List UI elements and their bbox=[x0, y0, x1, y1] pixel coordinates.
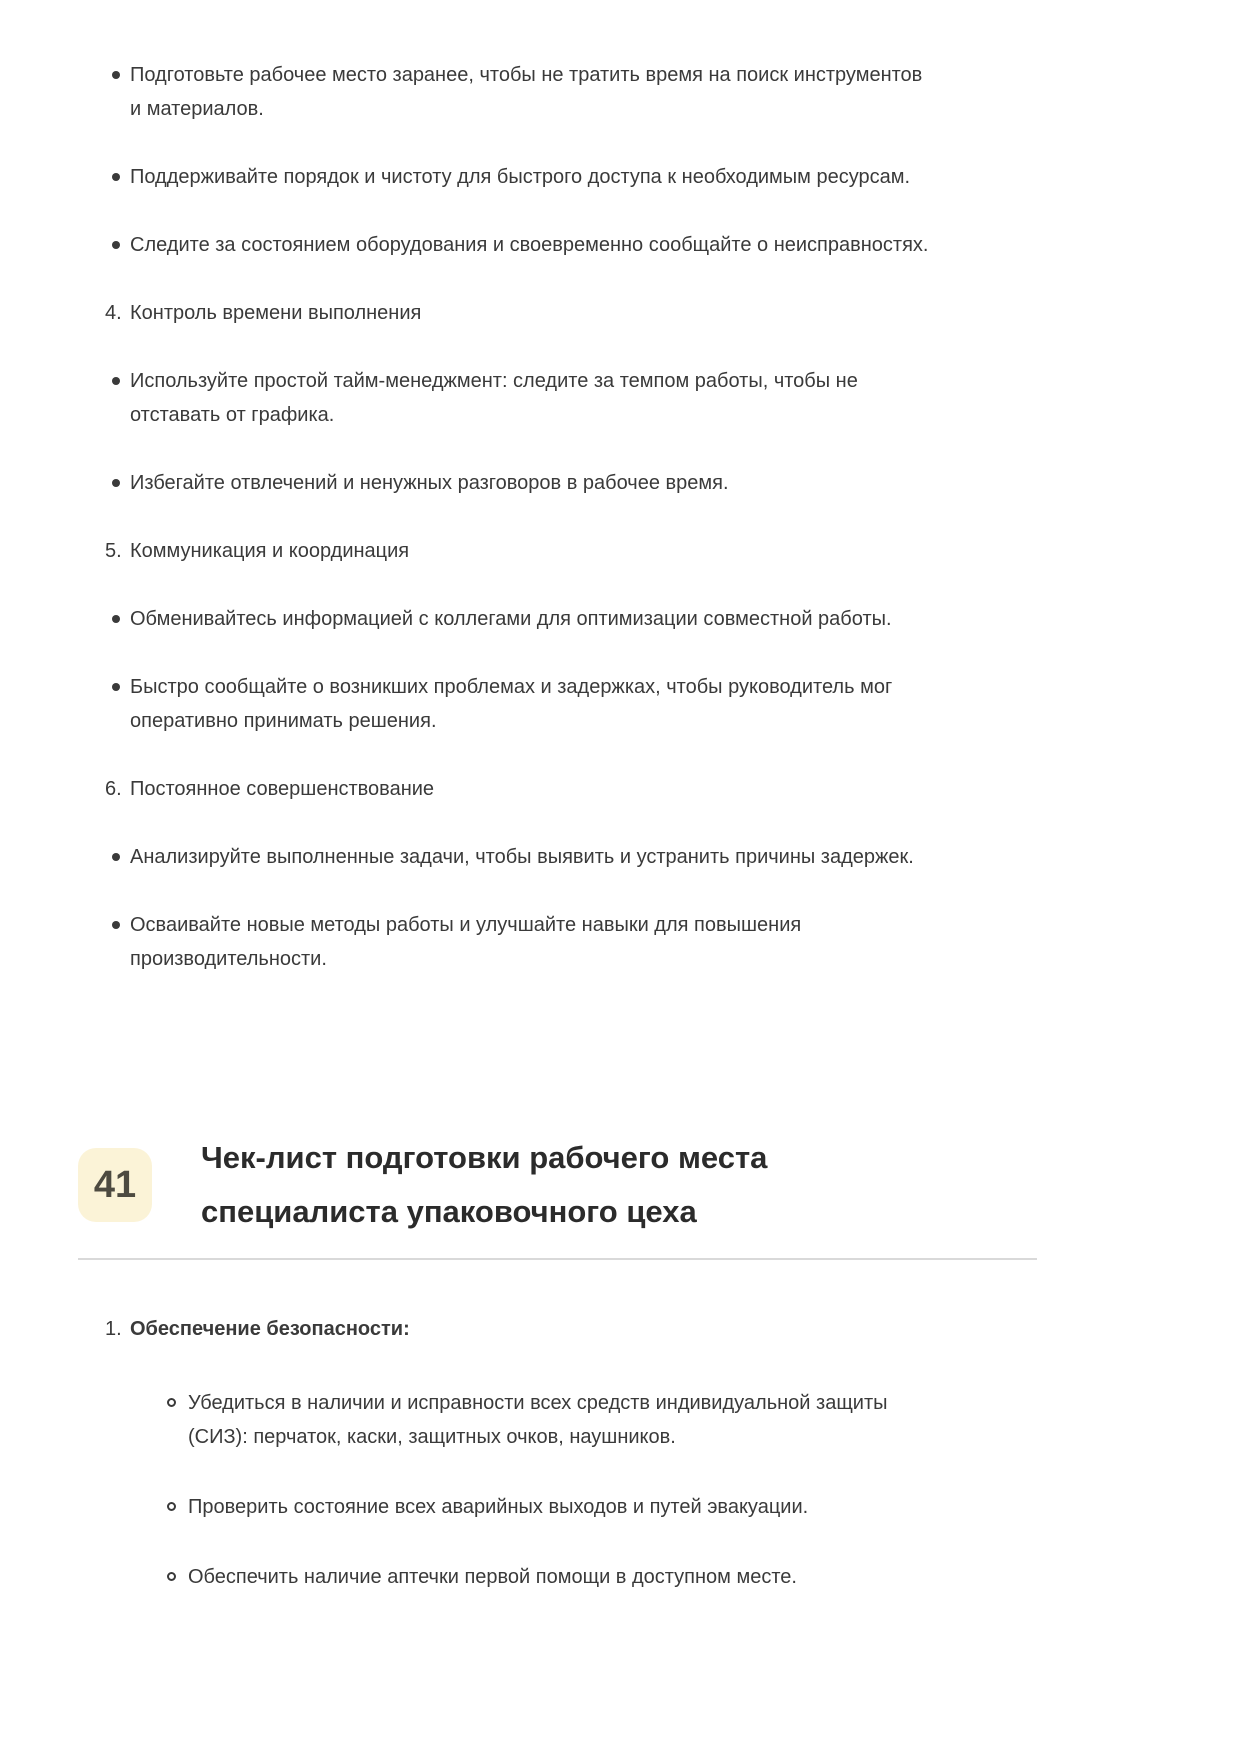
bullet-icon bbox=[105, 228, 130, 262]
list-item bbox=[105, 670, 935, 738]
section-title: Чек-лист подготовки рабочего места специалиста упаковочного цеха bbox=[201, 1140, 768, 1230]
item-number: 1. bbox=[105, 1317, 122, 1340]
list-item-text: Избегайте отвлечений и ненужных разговоров в рабочее время. bbox=[130, 472, 729, 494]
sub-list-item bbox=[163, 1386, 935, 1454]
list-item-text: Подготовьте рабочее место заранее, чтобы не тратить время на поиск инструментов и материалов. bbox=[130, 64, 923, 120]
bullet-icon bbox=[105, 840, 130, 874]
section-header bbox=[78, 1131, 935, 1240]
list-item-text: Обменивайтесь информацией с коллегами для оптимизации совместной работы. bbox=[130, 608, 892, 630]
sub-list-item bbox=[163, 1560, 935, 1594]
list-item bbox=[105, 466, 935, 500]
list-item-text: Осваивайте новые методы работы и улучшайте навыки для повышения производительности. bbox=[130, 914, 802, 970]
list-item bbox=[105, 160, 935, 194]
list-item-text: Быстро сообщайте о возникших проблемах и задержках, чтобы руководитель мог оперативно принимать решения. bbox=[130, 676, 893, 732]
bullet-icon bbox=[105, 602, 130, 636]
list-item bbox=[105, 840, 935, 874]
numbered-heading bbox=[105, 772, 935, 806]
bullet-icon bbox=[105, 160, 130, 194]
section-number-badge bbox=[78, 1148, 152, 1222]
checklist bbox=[105, 1312, 935, 1594]
hollow-bullet-icon bbox=[163, 1490, 188, 1524]
numbered-heading bbox=[105, 296, 935, 330]
sub-list-item-text: Убедиться в наличии и исправности всех средств индивидуальной защиты (СИЗ): перчаток, каски, защитных очков, наушников. bbox=[188, 1391, 888, 1448]
item-number: 6. bbox=[105, 778, 122, 800]
list-item bbox=[105, 58, 935, 126]
numbered-heading bbox=[105, 534, 935, 568]
list-item bbox=[105, 228, 935, 262]
hollow-bullet-icon bbox=[163, 1560, 188, 1594]
checklist-sub-list bbox=[105, 1386, 935, 1594]
heading-text: Постоянное совершенствование bbox=[130, 778, 435, 800]
heading-text: Контроль времени выполнения bbox=[130, 302, 422, 324]
section-number: 41 bbox=[93, 1163, 137, 1206]
item-number: 5. bbox=[105, 540, 122, 562]
checklist-item-heading bbox=[105, 1312, 935, 1346]
list-item bbox=[105, 908, 935, 976]
checklist-item-label: Обеспечение безопасности: bbox=[130, 1317, 410, 1340]
bullet-icon bbox=[105, 364, 130, 432]
heading-text: Коммуникация и координация bbox=[130, 540, 410, 562]
top-list bbox=[105, 58, 935, 976]
list-item bbox=[105, 602, 935, 636]
sub-list-item bbox=[163, 1490, 935, 1524]
bullet-icon bbox=[105, 670, 130, 738]
section-divider bbox=[78, 1258, 1037, 1260]
list-item-text: Анализируйте выполненные задачи, чтобы выявить и устранить причины задержек. bbox=[130, 846, 914, 868]
list-item-text: Используйте простой тайм-менеджмент: следите за темпом работы, чтобы не отставать от графика. bbox=[130, 370, 858, 426]
bullet-icon bbox=[105, 58, 130, 126]
sub-list-item-text: Проверить состояние всех аварийных выходов и путей эвакуации. bbox=[188, 1495, 809, 1518]
hollow-bullet-icon bbox=[163, 1386, 188, 1454]
bullet-icon bbox=[105, 466, 130, 500]
item-number: 4. bbox=[105, 302, 122, 324]
list-item bbox=[105, 364, 935, 432]
list-item-text: Поддерживайте порядок и чистоту для быстрого доступа к необходимым ресурсам. bbox=[130, 166, 911, 188]
sub-list-item-text: Обеспечить наличие аптечки первой помощи в доступном месте. bbox=[188, 1565, 797, 1588]
bullet-icon bbox=[105, 908, 130, 976]
list-item-text: Следите за состоянием оборудования и своевременно сообщайте о неисправностях. bbox=[130, 234, 929, 256]
